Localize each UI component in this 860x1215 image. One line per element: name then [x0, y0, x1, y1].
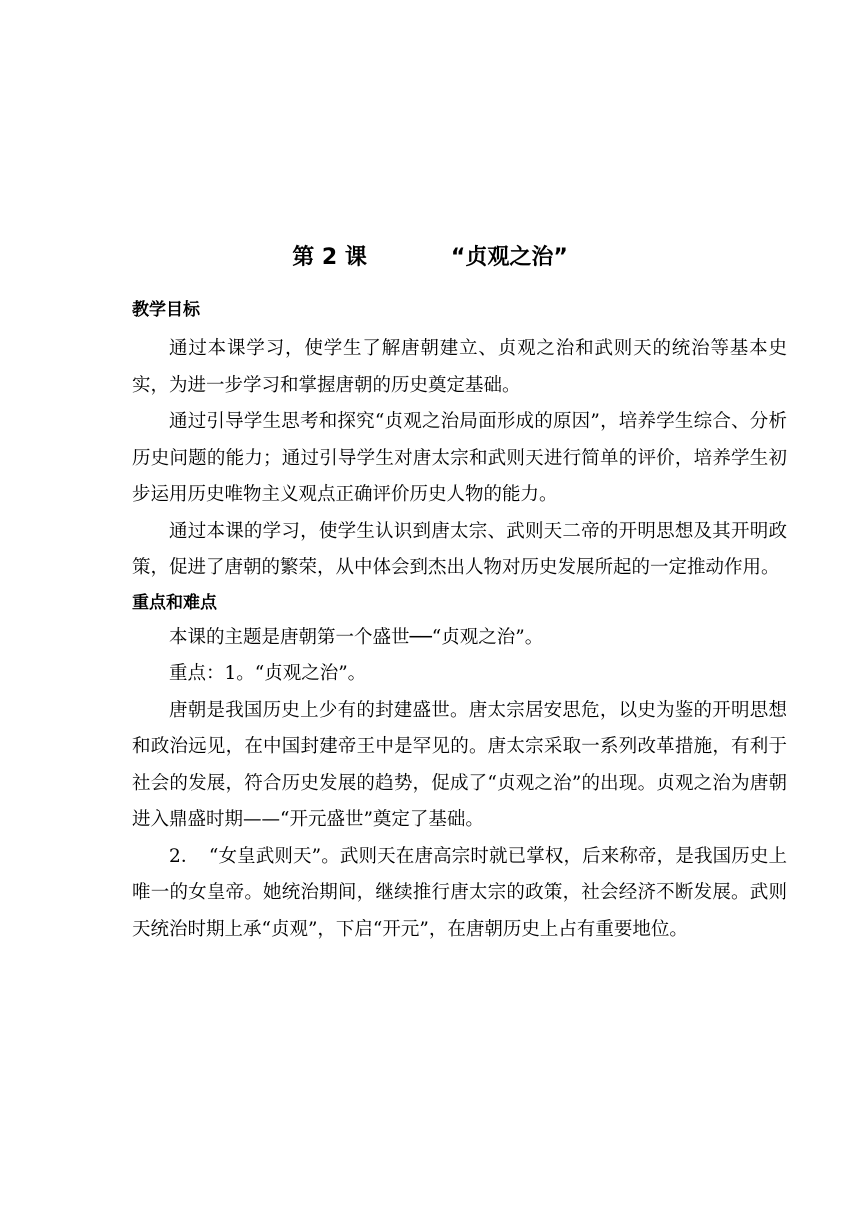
- paragraph: 通过本课学习，使学生了解唐朝建立、贞观之治和武则天的统治等基本史实，为进一步学习和掌握唐朝的历史奠定基础。: [132, 338, 787, 396]
- paragraph: 2． “女皇武则天”。武则天在唐高宗时就已掌权，后来称帝，是我国历史上唯一的女皇帝。她统治期间，继续推行唐太宗的政策，社会经济不断发展。武则天统治时期上承“贞观”，下启“开元”，在唐朝历史上占有重要地位。: [132, 845, 787, 940]
- lesson-title: [0, 240, 860, 271]
- paragraph: 通过本课的学习，使学生认识到唐太宗、武则天二帝的开明思想及其开明政策，促进了唐朝的繁荣，从中体会到杰出人物对历史发展所起的一定推动作用。: [132, 520, 787, 578]
- paragraph: 唐朝是我国历史上少有的封建盛世。唐太宗居安思危，以史为鉴的开明思想和政治远见，在中国封建帝王中是罕见的。唐太宗采取一系列改革措施，有利于社会的发展，符合历史发展的趋势，促成了“贞观之治”的出现。贞观之治为唐朝进入鼎盛时期——“开元盛世”奠定了基础。: [132, 699, 787, 830]
- paragraph: 通过引导学生思考和探究“贞观之治局面形成的原因”，培养学生综合、分析历史问题的能力；通过引导学生对唐太宗和武则天进行简单的评价，培养学生初步运用历史唯物主义观点正确评价历史人物的能力。: [132, 411, 787, 505]
- section-heading-key-points: 重点和难点: [132, 592, 217, 613]
- document-body: [132, 294, 787, 948]
- section-heading-objectives: 教学目标: [132, 300, 200, 320]
- paragraph: 重点：1。“贞观之治”。: [169, 663, 367, 684]
- paragraph: 本课的主题是唐朝第一个盛世──“贞观之治”。: [169, 626, 544, 648]
- lesson-name: “贞观之治”: [450, 245, 568, 270]
- lesson-number: 第 2 课: [292, 245, 367, 270]
